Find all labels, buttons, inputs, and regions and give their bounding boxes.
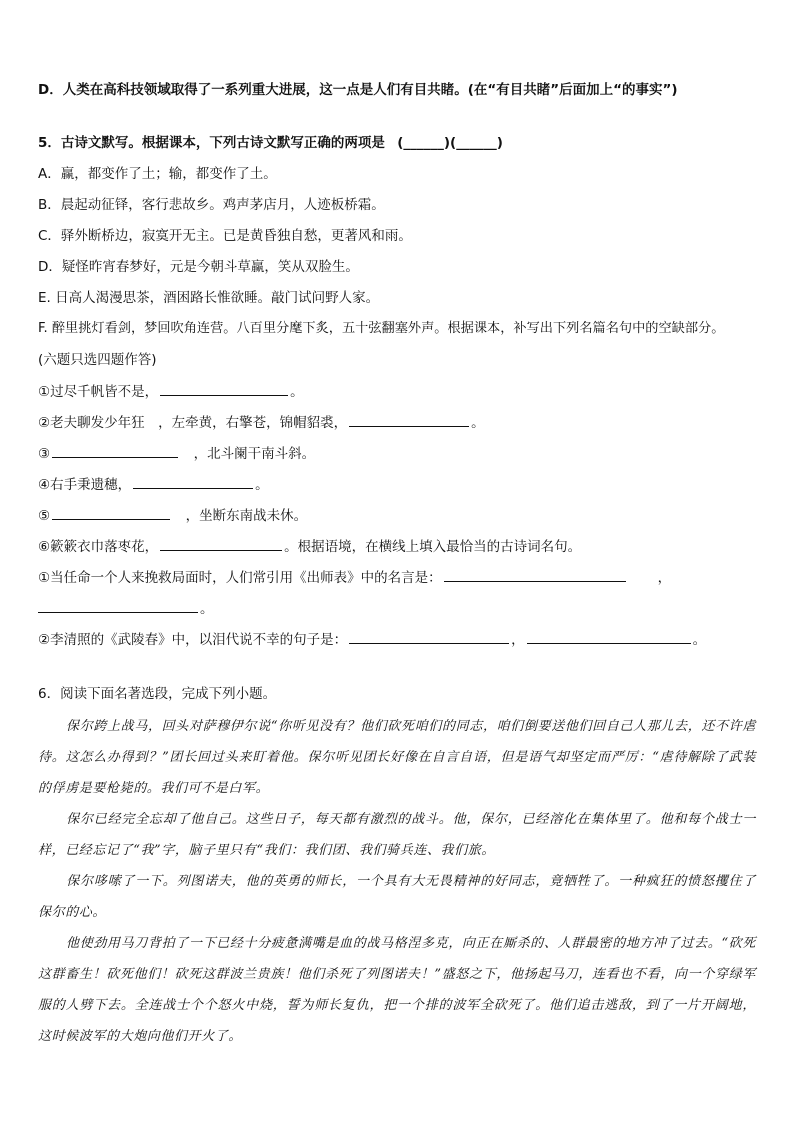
q5-answer-blank-1[interactable]: (______) [397, 135, 451, 151]
q6-paragraph-3 [38, 866, 756, 928]
q5-option-e: E. 日高人渴漫思茶，酒困路长惟欲睡。敲门试问野人家。 [38, 290, 380, 306]
fill-item-1-pre: ①过尽千帆皆不是， [38, 384, 159, 400]
q6-paragraph-3-text: 保尔哆嗦了一下。列图诺夫，他的英勇的师长，一个具有大无畏精神的好同志，竟牺牲了。一种疯狂的愤怒攫住了保尔的心。 [38, 874, 756, 920]
context-item-2-pre: ②李清照的《武陵春》中，以泪代说不幸的句子是： [38, 632, 348, 648]
fill-item-5-pre: ⑤ [38, 508, 51, 524]
q5-option-d: D．疑怪昨宵春梦好，元是今朝斗草赢，笑从双脸生。 [38, 259, 359, 275]
context-item-1-cont [38, 598, 768, 619]
q6-paragraph-1 [38, 711, 756, 804]
fill-item-4-post: 。 [255, 477, 269, 493]
q6-paragraph-4 [38, 928, 756, 1052]
fill-item-6 [38, 536, 768, 557]
q6-paragraph-2-text: 保尔已经完全忘却了他自己。这些日子，每天都有激烈的战斗。他，保尔，已经溶化在集体里了。他和每个战士一样，已经忘记了“我”字，脑子里只有“我们：我们团、我们骑兵连、我们旅。 [38, 812, 756, 858]
fill-item-3 [38, 443, 768, 464]
q5-option-a: A．赢，都变作了土；输，都变作了土。 [38, 166, 277, 182]
q5-answer-blank-2[interactable]: (______) [450, 135, 503, 151]
q5-title-text: 5．古诗文默写。根据课本，下列古诗文默写正确的两项是 [38, 135, 385, 151]
fill-item-1-post: 。 [290, 384, 304, 400]
q5-option-b: B．晨起动征铎，客行悲故乡。鸡声茅店月，人迹板桥霜。 [38, 197, 385, 213]
context-item-1-pre: ①当任命一个人来挽救局面时，人们常引用《出师表》中的名言是： [38, 570, 442, 586]
fill-item-2 [38, 412, 768, 433]
q6-paragraph-1-text: 保尔跨上战马，回头对萨穆伊尔说“你听见没有？他们砍死咱们的同志，咱们倒要送他们回自己人那儿去，还不许虐待。这怎么办得到？”团长回过头来盯着他。保尔听见团长好像在自言自语，但是语气却坚定而严厉：“虐待解除了武装的俘虏是要枪毙的。我们可不是白军。 [38, 719, 756, 796]
q5-option-c: C．驿外断桥边，寂寞开无主。已是黄昏独自愁，更著风和雨。 [38, 228, 412, 244]
fill-item-4-pre: ④右手秉遗穗， [38, 477, 132, 493]
fill-blank-6[interactable] [160, 536, 282, 551]
q5-option-f: F. 醉里挑灯看剑，梦回吹角连营。八百里分麾下炙，五十弦翻塞外声。根据课本，补写出下列名篇名句中的空缺部分。 [38, 321, 725, 336]
context-blank-2b[interactable] [527, 629, 691, 644]
context-item-2-post: 。 [692, 632, 707, 648]
context-item-1 [38, 567, 768, 588]
fill-item-5-post: ，坐断东南战未休。 [172, 508, 308, 524]
fill-blank-1[interactable] [160, 381, 288, 396]
fill-item-2-post: 。 [471, 415, 485, 431]
fill-item-1 [38, 381, 768, 402]
context-item-2-comma: ， [511, 632, 525, 648]
q6-title: 6．阅读下面名著选段，完成下列小题。 [38, 686, 277, 702]
context-blank-1a[interactable] [444, 567, 626, 582]
fill-blank-4[interactable] [133, 474, 253, 489]
context-blank-1b[interactable] [38, 598, 198, 613]
fill-item-2-pre: ②老夫聊发少年狂 ，左牵黄，右擎苍，锦帽貂裘， [38, 415, 348, 431]
fill-blank-5[interactable] [52, 505, 170, 520]
fill-blank-3[interactable] [52, 443, 178, 458]
context-item-1-comma: ， [657, 570, 672, 586]
fill-blank-2[interactable] [349, 412, 469, 427]
fill-item-3-pre: ③ [38, 446, 51, 462]
fill-item-6-post: 。根据语境，在横线上填入最恰当的古诗词名句。 [284, 539, 582, 555]
fill-item-4 [38, 474, 768, 495]
fill-item-6-pre: ⑥簌簌衣巾落枣花， [38, 539, 159, 555]
q6-paragraph-2 [38, 804, 756, 866]
context-item-1-post: 。 [200, 601, 214, 617]
q4-option-d: D．人类在高科技领域取得了一系列重大进展，这一点是人们有目共睹。(在“有目共睹”后面加上“的事实”) [38, 82, 678, 98]
q6-paragraph-4-text: 他使劲用马刀背拍了一下已经十分疲惫满嘴是血的战马格涅多克，向正在厮杀的、人群最密的地方冲了过去。“砍死这群畜生！砍死他们！砍死这群波兰贵族！他们杀死了列图诺夫！”盛怒之下，他扬起马刀，连看也不看，向一个穿绿军服的人劈下去。全连战士个个怒火中烧，誓为师长复仇，把一个排的波军全砍死了。他们追击逃敌，到了一片开阔地，这时候波军的大炮向他们开火了。 [38, 936, 756, 1044]
context-item-2 [38, 629, 768, 650]
fill-item-3-post: ，北斗阑干南斗斜。 [180, 446, 316, 462]
fill-item-5 [38, 505, 768, 526]
q5-note: (六题只选四题作答) [38, 352, 157, 368]
q5-title [38, 133, 768, 153]
context-blank-2a[interactable] [349, 629, 509, 644]
